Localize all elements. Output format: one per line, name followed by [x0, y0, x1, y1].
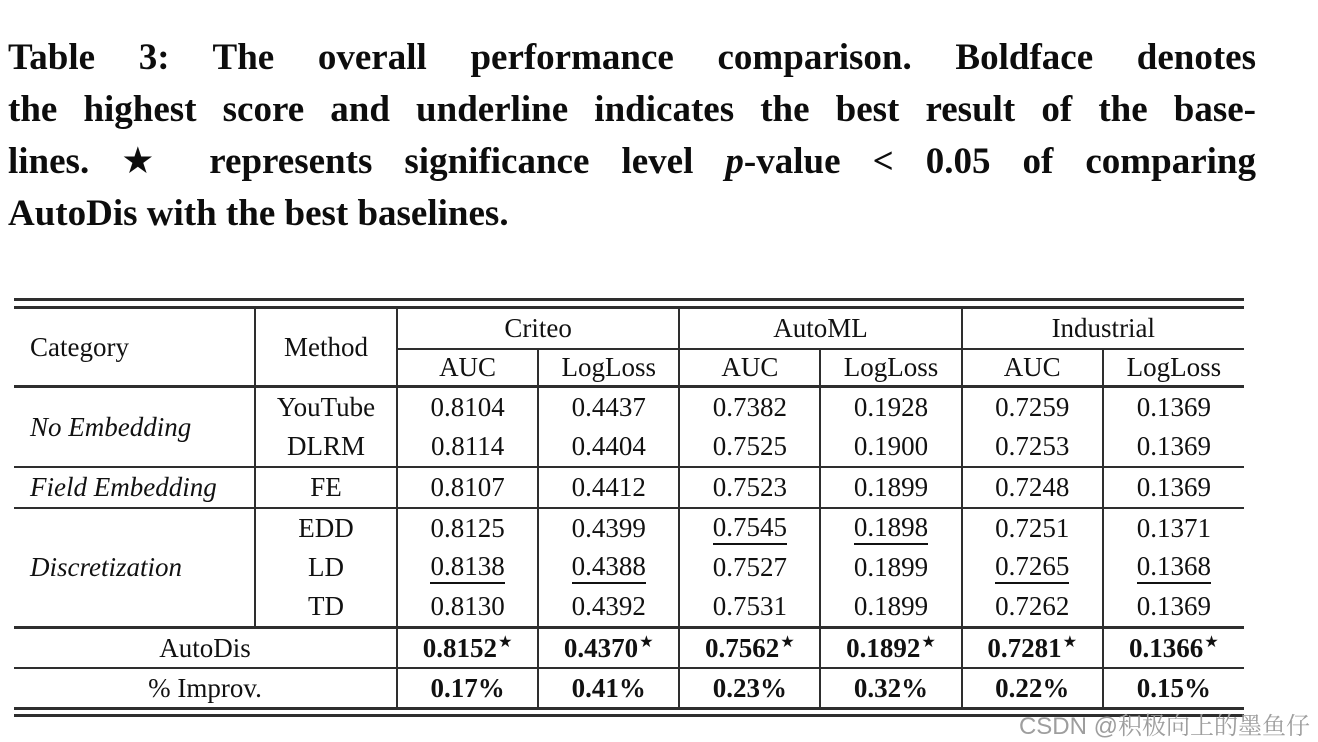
csdn-watermark: CSDN @积极向上的墨鱼仔 — [1018, 713, 1310, 740]
method-cell: EDD — [255, 508, 397, 548]
caption-line-3 — [8, 138, 1256, 190]
metric-cell: 0.1900 — [820, 427, 961, 467]
metric-cell: 0.7248 — [962, 467, 1103, 508]
metric-cell: 0.23% — [679, 668, 820, 709]
header-metric-industrial-auc: AUC — [962, 349, 1103, 387]
metric-cell — [962, 548, 1103, 587]
metric-cell: 0.1369 — [1103, 467, 1244, 508]
caption-text-2: the highest score and underline indicates the best result of the base- — [8, 89, 1256, 130]
metric-cell: 0.7259 — [962, 387, 1103, 428]
metric-cell: 0.15% — [1103, 668, 1244, 709]
caption-p-italic: p — [725, 141, 744, 182]
header-group-criteo: Criteo — [397, 308, 679, 350]
metric-cell — [962, 628, 1103, 669]
caption-text-3a: lines. ★ represents significance level — [8, 141, 726, 182]
results-table — [14, 306, 1244, 710]
improvement-label-cell: % Improv. — [14, 668, 397, 709]
method-cell: FE — [255, 467, 397, 508]
metric-cell — [820, 508, 961, 548]
metric-cell: 0.8125 — [397, 508, 538, 548]
table-row-edd — [14, 508, 1244, 548]
metric-cell: 0.17% — [397, 668, 538, 709]
best-baseline-value: 0.8138 — [430, 552, 504, 584]
table-row-fe — [14, 467, 1244, 508]
significance-star: ★ — [497, 632, 513, 651]
metric-cell — [397, 548, 538, 587]
metric-cell — [820, 628, 961, 669]
metric-cell: 0.7527 — [679, 548, 820, 587]
caption-line-1 — [8, 34, 1256, 86]
caption-text-4: AutoDis with the best baselines. — [8, 193, 509, 234]
header-metric-criteo-logloss: LogLoss — [538, 349, 679, 387]
table-row-improvement — [14, 668, 1244, 709]
autodis-value: 0.8152 — [422, 632, 497, 663]
category-cell: Field Embedding — [14, 467, 255, 508]
caption-text-3b: -value < 0.05 of comparing — [743, 141, 1256, 182]
table-caption — [8, 34, 1256, 242]
header-metric-automl-auc: AUC — [679, 349, 820, 387]
header-category: Category — [14, 308, 255, 387]
significance-star: ★ — [1204, 632, 1219, 651]
metric-cell: 0.7382 — [679, 387, 820, 428]
method-cell: LD — [255, 548, 397, 587]
best-baseline-value: 0.4388 — [572, 552, 646, 584]
metric-cell: 0.7523 — [679, 467, 820, 508]
metric-cell — [538, 548, 679, 587]
method-cell: YouTube — [255, 387, 397, 428]
metric-cell: 0.1371 — [1103, 508, 1244, 548]
autodis-value: 0.1366 — [1129, 632, 1204, 663]
metric-cell: 0.22% — [962, 668, 1103, 709]
header-group-automl: AutoML — [679, 308, 961, 350]
best-baseline-value: 0.1368 — [1137, 552, 1211, 584]
significance-star: ★ — [1062, 632, 1078, 651]
autodis-value: 0.1892 — [846, 632, 921, 663]
header-group-industrial: Industrial — [962, 308, 1244, 350]
best-baseline-value: 0.1898 — [854, 513, 928, 545]
metric-cell — [679, 628, 820, 669]
metric-cell — [397, 628, 538, 669]
header-metric-criteo-auc: AUC — [397, 349, 538, 387]
table-row-autodis — [14, 628, 1244, 669]
significance-star: ★ — [921, 632, 936, 651]
metric-cell: 0.7525 — [679, 427, 820, 467]
metric-cell: 0.7531 — [679, 587, 820, 628]
metric-cell: 0.8130 — [397, 587, 538, 628]
metric-cell: 0.1899 — [820, 548, 961, 587]
header-method: Method — [255, 308, 397, 387]
table-row-youtube — [14, 387, 1244, 428]
results-table-frame — [14, 298, 1244, 717]
autodis-value: 0.7281 — [987, 632, 1062, 663]
category-cell: No Embedding — [30, 411, 192, 442]
metric-cell: 0.4437 — [538, 387, 679, 428]
autodis-value: 0.4370 — [563, 632, 639, 663]
metric-cell — [1103, 548, 1244, 587]
category-cell: Discretization — [14, 508, 255, 628]
metric-cell: 0.7253 — [962, 427, 1103, 467]
significance-star: ★ — [639, 632, 654, 651]
metric-cell: 0.1899 — [820, 587, 961, 628]
autodis-value: 0.7562 — [705, 632, 780, 663]
caption-label: Table 3: — [8, 37, 170, 78]
header-metric-industrial-logloss: LogLoss — [1103, 349, 1244, 387]
header-row-groups — [14, 308, 1244, 350]
metric-cell — [1103, 628, 1244, 669]
header-metric-automl-logloss: LogLoss — [820, 349, 961, 387]
method-cell: DLRM — [255, 427, 397, 467]
metric-cell: 0.4392 — [538, 587, 679, 628]
metric-cell: 0.41% — [538, 668, 679, 709]
metric-cell: 0.4399 — [538, 508, 679, 548]
metric-cell: 0.1369 — [1103, 387, 1244, 428]
metric-cell: 0.8107 — [397, 467, 538, 508]
metric-cell: 0.4412 — [538, 467, 679, 508]
autodis-label-cell: AutoDis — [14, 628, 397, 669]
metric-cell: 0.1369 — [1103, 427, 1244, 467]
method-cell: TD — [255, 587, 397, 628]
best-baseline-value: 0.7265 — [995, 552, 1069, 584]
metric-cell: 0.32% — [820, 668, 961, 709]
metric-cell: 0.1899 — [820, 467, 961, 508]
significance-star: ★ — [780, 632, 795, 651]
caption-text-1: The overall performance comparison. Boldface denotes — [212, 37, 1256, 78]
metric-cell: 0.8104 — [397, 387, 538, 428]
metric-cell — [679, 508, 820, 548]
metric-cell: 0.1928 — [820, 387, 961, 428]
metric-cell: 0.1369 — [1103, 587, 1244, 628]
best-baseline-value: 0.7545 — [713, 513, 787, 545]
metric-cell: 0.7251 — [962, 508, 1103, 548]
caption-line-4 — [8, 190, 1256, 242]
metric-cell: 0.7262 — [962, 587, 1103, 628]
metric-cell: 0.4404 — [538, 427, 679, 467]
caption-line-2 — [8, 86, 1256, 138]
metric-cell — [538, 628, 679, 669]
metric-cell: 0.8114 — [397, 427, 538, 467]
